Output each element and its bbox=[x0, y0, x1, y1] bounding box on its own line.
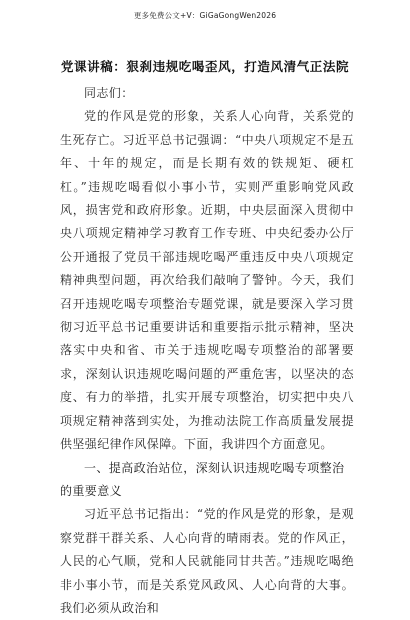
section-heading: 一、提高政治站位，深刻认识违规吃喝专项整治的重要意义 bbox=[60, 460, 345, 498]
header-note: 更多免费公文+V：GiGaGongWen2026 bbox=[133, 11, 277, 20]
document-body bbox=[60, 82, 354, 620]
document-title: 党课讲稿：狠刹违规吃喝歪风，打造风清气正法院 bbox=[60, 59, 350, 74]
section-paragraph: 习近平总书记指出：“党的作风是党的形象，是观察党群干群关系、人心向背的晴雨表。党的作风正，人民的心气顺，党和人民就能同甘共苦。”违规吃喝绝非小事小节，而是关系党风政风、人心向背的大事。我们必须从政治和 bbox=[60, 507, 354, 615]
salutation: 同志们： bbox=[84, 86, 134, 100]
body-paragraph: 党的作风是党的形象，关系人心向背，关系党的生死存亡。习近平总书记强调：“中央八项规定不是五年、十年的规定，而是长期有效的铁规矩、硬杠杠。”违规吃喝看似小事小节，实则严重影响党风政风，损害党和政府形象。近期，中央层面深入贯彻中央八项规定精神学习教育工作专班、中央纪委办公厅公开通报了党员干部违规吃喝严重违反中央八项规定精神典型问题，再次给我们敲响了警钟。今天，我们召开违规吃喝专项整治专题党课，就是要深入学习贯彻习近平总书记重要讲话和重要指示批示精神，坚决落实中央和省、市关于违规吃喝专项整治的部署要求，深刻认识违规吃喝问题的严重危害，以坚决的态度、有力的举措，扎实开展专项整治，切实把中央八项规定精神落到实处，为推动法院工作高质量发展提供坚强纪律作风保障。下面，我讲四个方面意见。 bbox=[60, 109, 354, 452]
